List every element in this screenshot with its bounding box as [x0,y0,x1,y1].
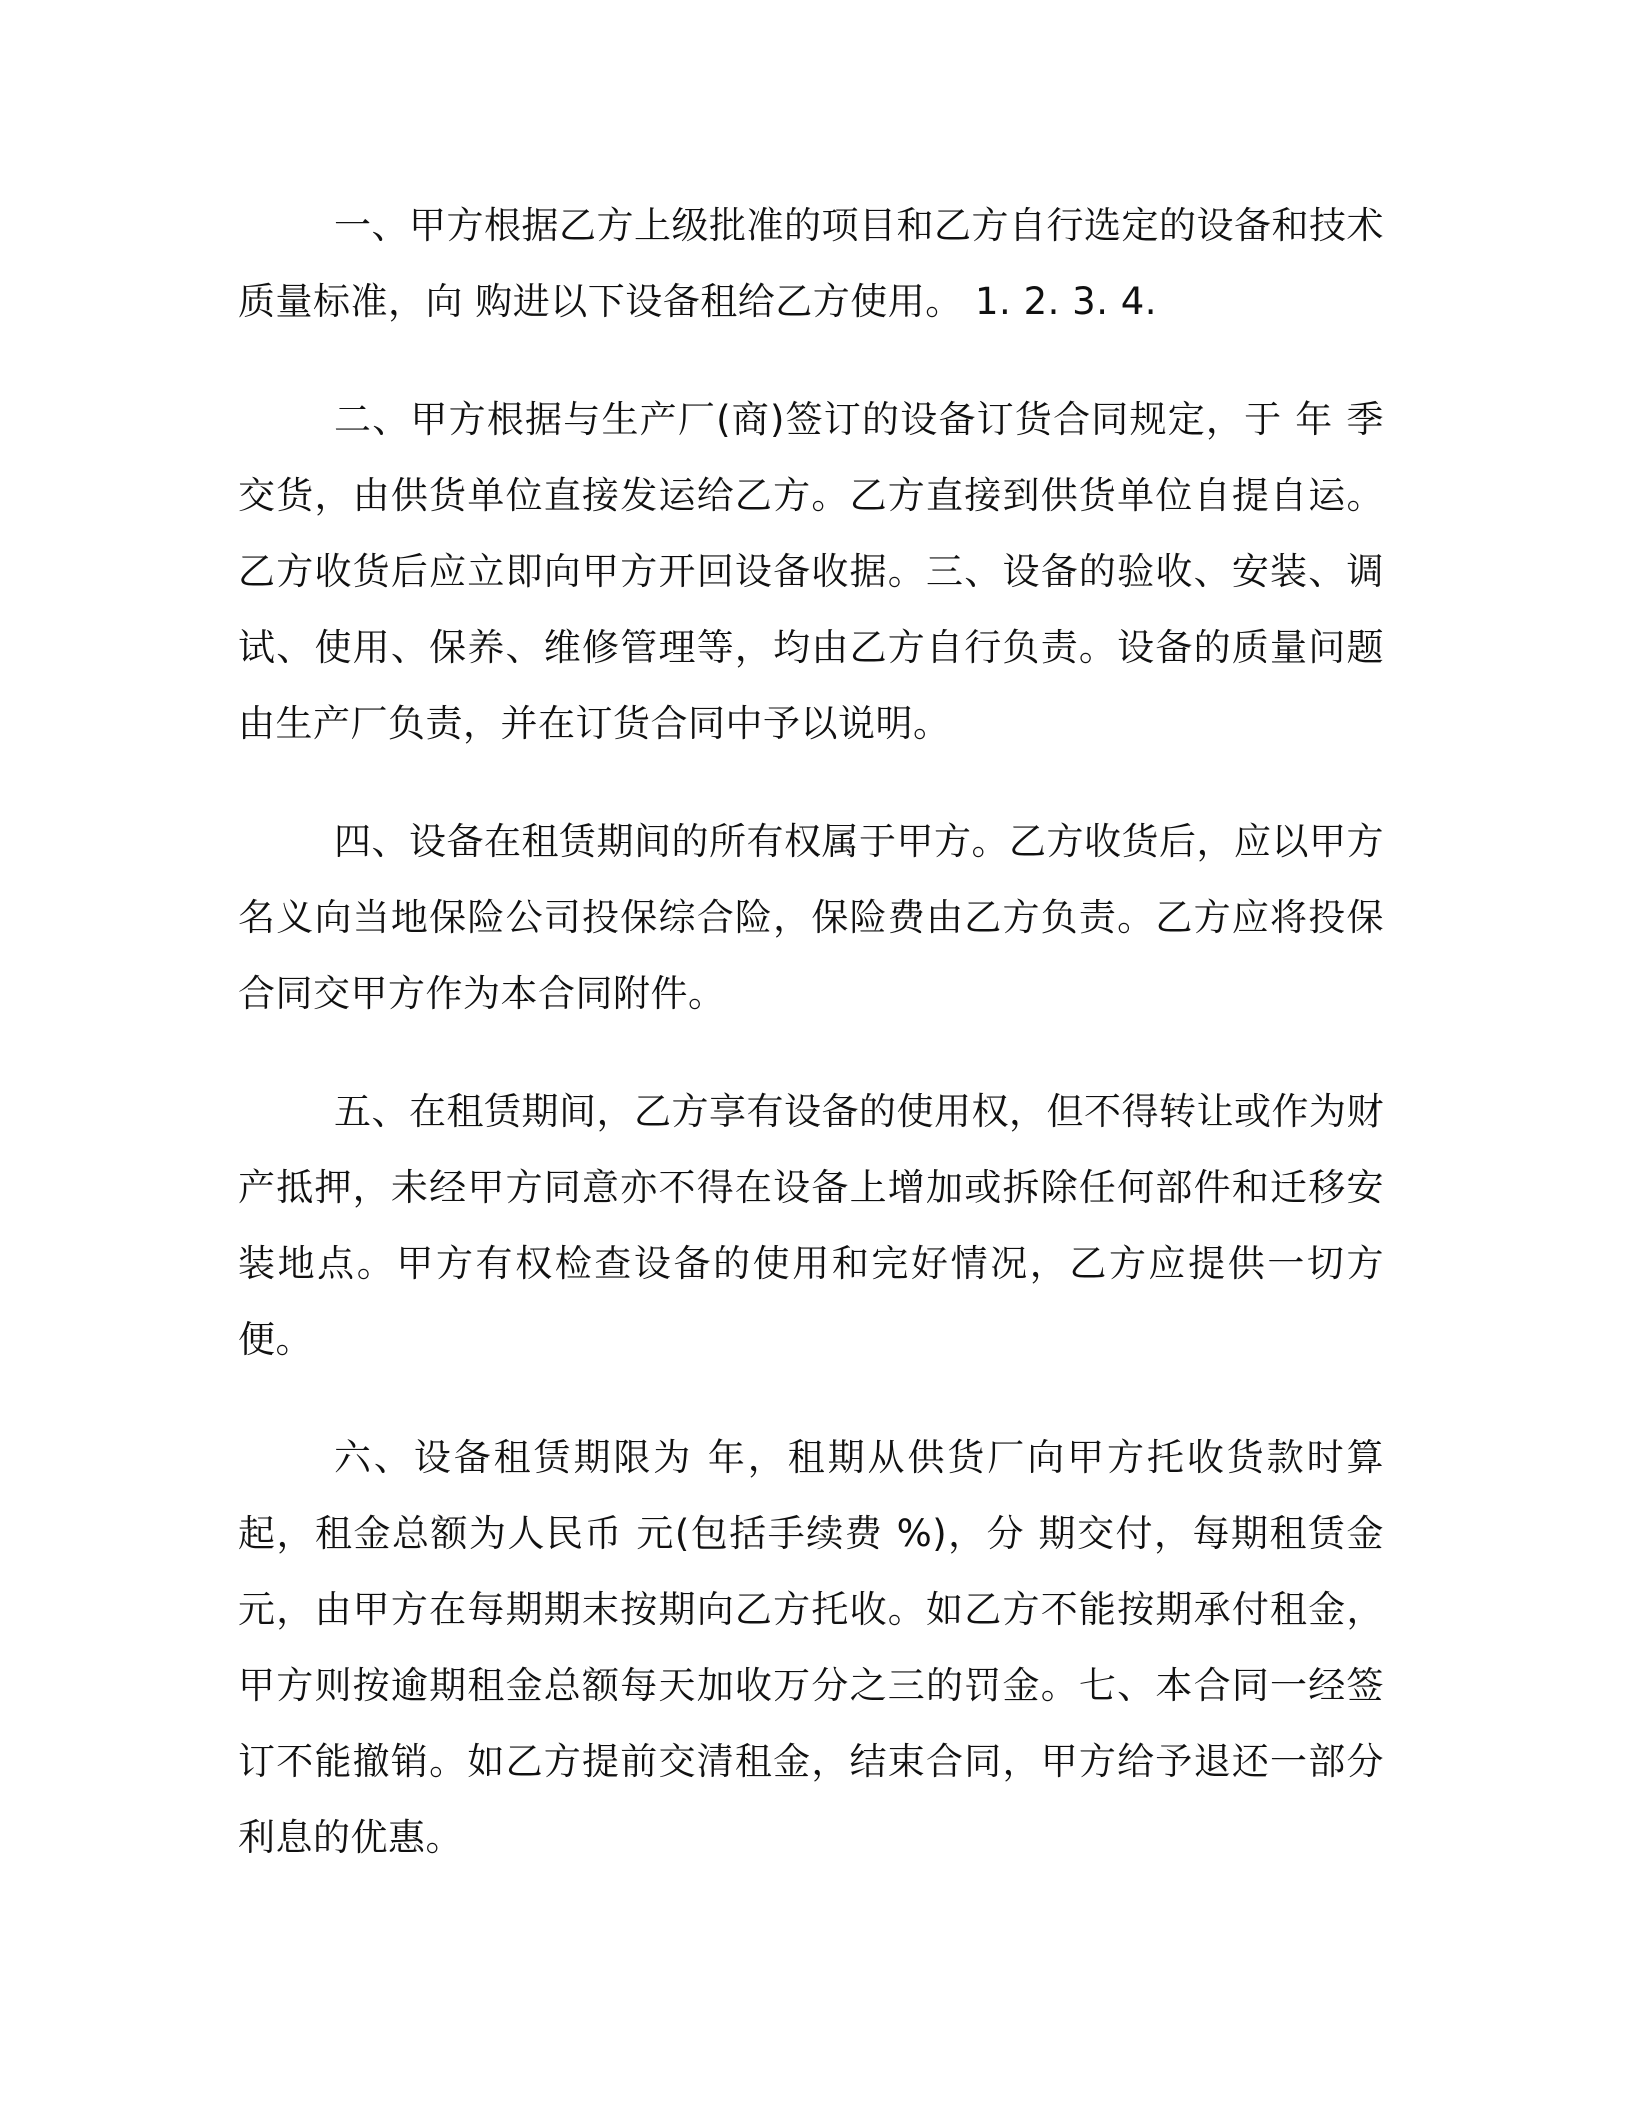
paragraph-clause-6-7: 六、设备租赁期限为 年，租期从供货厂向甲方托收货款时算起，租金总额为人民币 元(包括手续费 %)，分 期交付，每期租赁金 元，由甲方在每期期末按期向乙方托收。如乙方不能按期承付租金，甲方则按逾期租金总额每天加收万分之三的罚金。七、本合同一经签订不能撤销。如乙方提前交清租金，结束合同，甲方给予退还一部分利息的优惠。 [238,1436,1384,1859]
paragraph-clause-5: 五、在租赁期间，乙方享有设备的使用权，但不得转让或作为财产抵押，未经甲方同意亦不得在设备上增加或拆除任何部件和迁移安装地点。甲方有权检查设备的使用和完好情况，乙方应提供一切方便。 [238,1090,1384,1361]
paragraph-clause-1: 一、甲方根据乙方上级批准的项目和乙方自行选定的设备和技术质量标准，向 购进以下设备租给乙方使用。 1. 2. 3. 4. [238,204,1384,323]
paragraph-clause-4: 四、设备在租赁期间的所有权属于甲方。乙方收货后，应以甲方名义向当地保险公司投保综合险，保险费由乙方负责。乙方应将投保合同交甲方作为本合同附件。 [238,820,1384,1015]
document-body [238,188,1384,1918]
paragraph-clause-2-3: 二、甲方根据与生产厂(商)签订的设备订货合同规定，于 年 季交货，由供货单位直接发运给乙方。乙方直接到供货单位自提自运。乙方收货后应立即向甲方开回设备收据。三、设备的验收、安装、调试、使用、保养、维修管理等，均由乙方自行负责。设备的质量问题由生产厂负责，并在订货合同中予以说明。 [238,398,1384,745]
